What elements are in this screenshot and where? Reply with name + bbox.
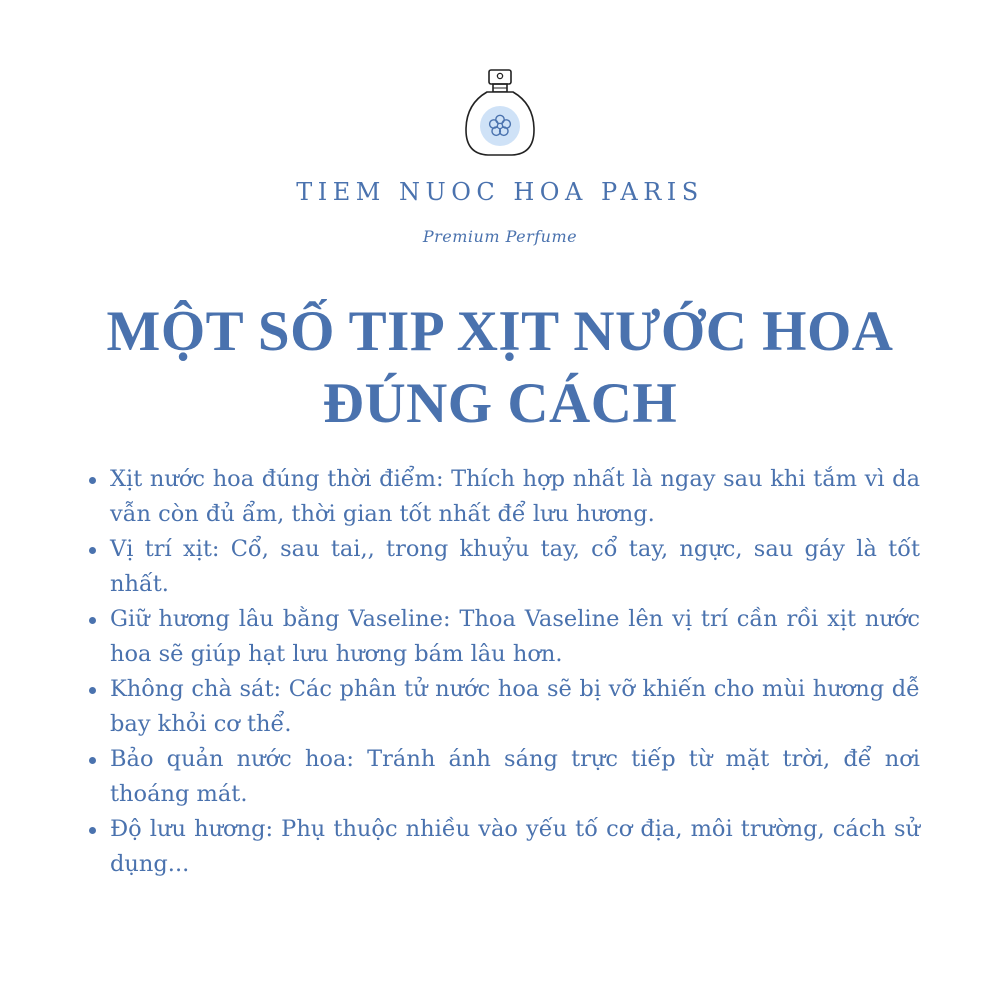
perfume-bottle-icon <box>464 68 536 158</box>
brand-tagline: Premium Perfume <box>422 227 578 246</box>
tip-text: Không chà sát: Các phân tử nước hoa sẽ bị vỡ khiến cho mùi hương dễ bay khỏi cơ thể. <box>110 676 920 737</box>
page-title-line-2: ĐÚNG CÁCH <box>322 372 678 435</box>
tip-text: Giữ hương lâu bằng Vaseline: Thoa Vaseline lên vị trí cần rồi xịt nước hoa sẽ giúp hạt lưu hương bám lâu hơn. <box>110 606 920 667</box>
tip-text: Vị trí xịt: Cổ, sau tai,, trong khuỷu tay, cổ tay, ngực, sau gáy là tốt nhất. <box>110 536 920 597</box>
bullet-icon <box>89 827 96 834</box>
tip-text: Xịt nước hoa đúng thời điểm: Thích hợp nhất là ngay sau khi tắm vì da vẫn còn đủ ẩm, thời gian tốt nhất để lưu hương. <box>110 466 920 527</box>
list-item <box>80 672 920 742</box>
page-title <box>0 296 1000 440</box>
bullet-icon <box>89 617 96 624</box>
list-item <box>80 532 920 602</box>
brand-name: TIEM NUOC HOA PARIS <box>296 178 704 206</box>
bullet-icon <box>89 687 96 694</box>
list-item <box>80 742 920 812</box>
tips-list <box>80 462 920 882</box>
bullet-icon <box>89 477 96 484</box>
tip-text: Bảo quản nước hoa: Tránh ánh sáng trực tiếp từ mặt trời, để nơi thoáng mát. <box>110 746 920 807</box>
list-item <box>80 602 920 672</box>
bullet-icon <box>89 757 96 764</box>
list-item <box>80 462 920 532</box>
tip-text: Độ lưu hương: Phụ thuộc nhiều vào yếu tố cơ địa, môi trường, cách sử dụng... <box>110 816 920 877</box>
list-item <box>80 812 920 882</box>
page-title-line-1: MỘT SỐ TIP XỊT NƯỚC HOA <box>106 300 894 363</box>
bullet-icon <box>89 547 96 554</box>
